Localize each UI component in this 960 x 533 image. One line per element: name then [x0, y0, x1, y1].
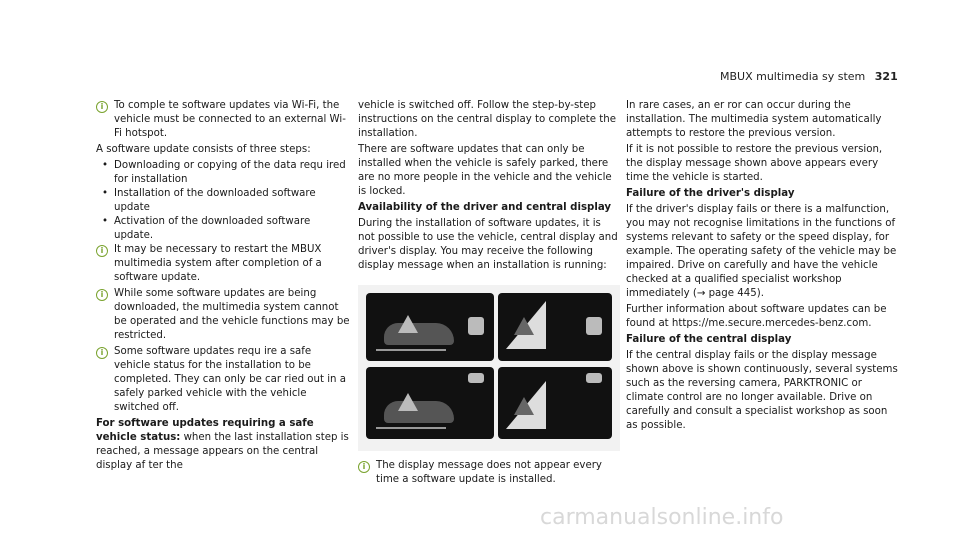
- update-icon: [468, 317, 484, 335]
- warning-icon: [514, 317, 534, 335]
- section-heading: Failure of the driver's display: [626, 188, 795, 199]
- progress-bar: [376, 427, 446, 429]
- watermark: carmanualsonline.info: [540, 505, 784, 530]
- update-icon: [586, 317, 602, 335]
- paragraph-text: when the last installation step is reached, a message appears on the central display af ter the: [96, 432, 349, 471]
- page-header: [720, 70, 940, 83]
- paragraph: vehicle is switched off. Follow the step-by-step instructions on the central display to complete the installation.: [358, 100, 617, 139]
- column-3: [626, 99, 902, 435]
- update-icon: [468, 373, 484, 383]
- warning-icon: [398, 393, 418, 411]
- info-icon: i: [358, 461, 370, 473]
- tip-text: To comple te software updates via Wi-Fi, the vehicle must be connected to an external Wi-Fi hotspot.: [114, 100, 346, 139]
- tip-text: While some software updates are being downloaded, the multimedia system cannot be operated and the vehicle functions may be restricted.: [114, 288, 350, 341]
- header-title: MBUX multimedia sy stem: [720, 70, 866, 83]
- section-heading: Availability of the driver and central display: [358, 202, 612, 213]
- page-number: 321: [874, 70, 898, 83]
- tip-safe-status: [96, 345, 350, 415]
- tip-restart: [96, 243, 350, 285]
- info-icon: i: [96, 245, 108, 257]
- paragraph: In rare cases, an er ror can occur during the installation. The multimedia system automatically attempts to restore the previous version.: [626, 100, 882, 139]
- warning-icon: [398, 315, 418, 333]
- display-message-figure: [358, 285, 620, 451]
- tip-wifi: [96, 99, 350, 141]
- warning-icon: [514, 397, 534, 415]
- info-icon: i: [96, 289, 108, 301]
- tip-download: [96, 287, 350, 343]
- tip-display-message: [358, 459, 620, 487]
- paragraph: If the driver's display fails or there is a malfunction, you may not recognise limitations in the functions of systems relevant to safety or the speed display, for example. The operating safety of the vehicle may be impaired. Drive on carefully and have the vehicle checked at a qualified specialist workshop immediately (→ page 445).: [626, 204, 897, 299]
- tip-text: It may be necessary to restart the MBUX multimedia system after completion of a software update.: [114, 244, 322, 283]
- progress-bar: [376, 349, 446, 351]
- driver-display-panel: [366, 367, 494, 439]
- steps-list: [96, 159, 350, 243]
- car-icon: [384, 401, 454, 423]
- safe-status-paragraph: [96, 417, 350, 473]
- tip-text: Some software updates requ ire a safe vehicle status for the installation to be completed. They can only be car ried out in a safely parked vehicle with the vehicle switched off.: [114, 346, 346, 413]
- list-item: • Activation of the downloaded software update.: [114, 215, 350, 243]
- column-1: [96, 99, 350, 475]
- section-heading: Failure of the central display: [626, 334, 792, 345]
- central-display-panel: [498, 293, 612, 361]
- paragraph: There are software updates that can only be installed when the vehicle is safely parked, there are no more people in the vehicle and the vehicle is locked.: [358, 144, 612, 197]
- driver-display-panel: [366, 293, 494, 361]
- list-item: • Downloading or copying of the data requ ired for installation: [114, 159, 350, 187]
- list-item: • Installation of the downloaded software update: [114, 187, 350, 215]
- central-display-panel: [498, 367, 612, 439]
- column-2: [358, 99, 620, 489]
- steps-intro: A software update consists of three steps:: [96, 144, 311, 155]
- car-icon: [384, 323, 454, 345]
- info-icon: i: [96, 101, 108, 113]
- paragraph: If the central display fails or the display message shown above is shown continuously, several systems such as the reversing camera, PARKTRONIC or climate control are no longer available. Drive on carefully and consult a specialist workshop as soon as possible.: [626, 350, 898, 431]
- paragraph: If it is not possible to restore the previous version, the display message shown above appears every time the vehicle is started.: [626, 144, 883, 183]
- paragraph: During the installation of software updates, it is not possible to use the vehicle, central display and driver's display. You may receive the following display message when an installation is running:: [358, 218, 618, 271]
- info-icon: i: [96, 347, 108, 359]
- paragraph: Further information about software updates can be found at https://me.secure.mercedes-benz.com.: [626, 304, 887, 329]
- update-icon: [586, 373, 602, 383]
- section-heading: For software updates requiring a safe vehicle status:: [96, 418, 314, 443]
- tip-text: The display message does not appear every time a software update is installed.: [376, 460, 602, 485]
